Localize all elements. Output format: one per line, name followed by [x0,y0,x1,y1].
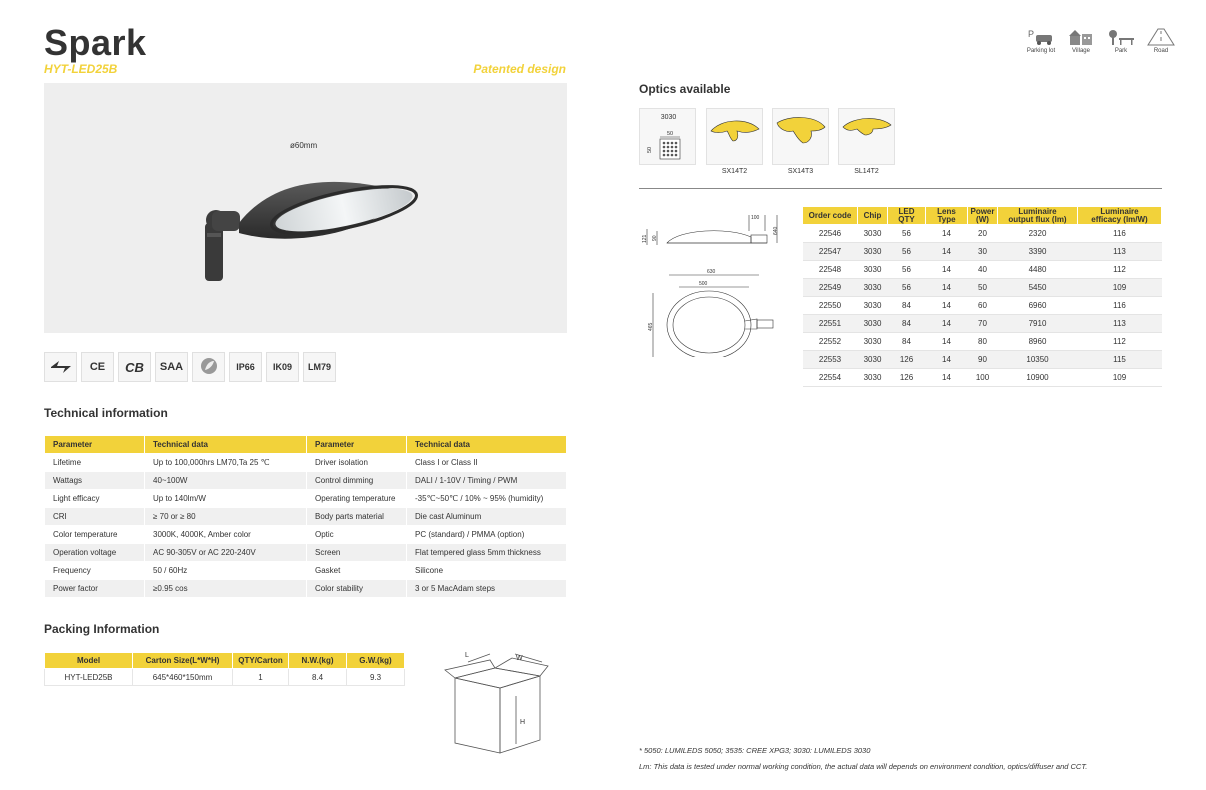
table-cell: Up to 140lm/W [145,490,307,508]
road-icon [1146,28,1176,46]
table-cell: Screen [307,544,407,562]
ip66-cert: IP66 [229,352,262,382]
table-cell: 116 [1078,297,1162,315]
application-parking: P Parking lot [1026,29,1056,54]
dim-label: 640 [773,226,779,235]
table-cell: Class I or Class II [407,454,567,472]
rohs-icon [192,352,225,382]
chip-label: 3030 [660,114,677,121]
table-cell: 3030 [858,225,888,243]
table-row [803,243,1162,261]
table-cell: 14 [926,297,968,315]
table-row [803,279,1162,297]
dimension-label: ø60mm [290,141,318,150]
table-cell: Optic [307,526,407,544]
column-header: Carton Size(L*W*H) [133,653,233,669]
table-row [45,454,567,472]
table-cell: DALI / 1-10V / Timing / PWM [407,472,567,490]
column-header: Chip [858,207,888,225]
application-icons [1024,28,1178,54]
table-cell: 14 [926,225,968,243]
table-cell: 8.4 [289,669,347,686]
table-cell: Color stability [307,580,407,598]
ce-cert: CE [81,352,114,382]
dim-label: 90 [652,235,658,241]
table-cell: 113 [1078,243,1162,261]
table-cell: 10900 [998,369,1078,387]
table-cell: Light efficacy [45,490,145,508]
table-cell: ≥ 70 or ≥ 80 [145,508,307,526]
table-cell: 3 or 5 MacAdam steps [407,580,567,598]
table-row [45,562,567,580]
dimension-drawing [639,207,789,357]
footnote: Lm: This data is tested under normal working condition, the actual data will depends on environment condition, optics/diffuser and CCT. [639,762,1088,771]
table-cell: Driver isolation [307,454,407,472]
parking-lot-icon [1026,28,1056,46]
dim-label: 500 [699,281,708,287]
table-cell: 22550 [803,297,858,315]
height-label: H [520,719,526,726]
table-cell: 14 [926,279,968,297]
dim-label: 630 [707,269,716,275]
column-header: Parameter [45,436,145,454]
product-title: Spark [44,22,147,63]
table-cell: 116 [1078,225,1162,243]
table-row [803,315,1162,333]
table-row [803,297,1162,315]
column-header: Luminaire efficacy (lm/W) [1078,207,1162,225]
table-row [45,508,567,526]
lens-sl14t2-icon [839,109,896,166]
table-cell: 100 [968,369,998,387]
table-cell: 22552 [803,333,858,351]
optic-lens-card [838,108,895,165]
table-cell: Die cast Aluminum [407,508,567,526]
table-cell: Flat tempered glass 5mm thickness [407,544,567,562]
table-cell: PC (standard) / PMMA (option) [407,526,567,544]
table-cell: Operation voltage [45,544,145,562]
lens-caption: SX14T2 [721,168,748,175]
table-cell: 56 [888,279,926,297]
table-row [803,351,1162,369]
table-cell: 90 [968,351,998,369]
footnote: * 5050: LUMILEDS 5050; 3535: CREE XPG3; 3030: LUMILEDS 3030 [639,746,871,755]
length-label: L [465,652,469,659]
table-cell: 6960 [998,297,1078,315]
table-row [45,580,567,598]
village-icon [1066,28,1096,46]
park-icon [1106,28,1136,46]
patented-tagline: Patented design [473,62,566,76]
dim-label: 465 [648,322,654,331]
table-cell: 3030 [858,315,888,333]
table-cell: 109 [1078,279,1162,297]
table-cell: 22549 [803,279,858,297]
table-cell: CRI [45,508,145,526]
table-cell: 14 [926,315,968,333]
table-cell: 84 [888,333,926,351]
table-cell: 50 / 60Hz [145,562,307,580]
column-header: Technical data [145,436,307,454]
table-cell: 7910 [998,315,1078,333]
section-divider [639,188,1162,189]
table-cell: 56 [888,261,926,279]
table-cell: 3030 [858,369,888,387]
table-cell: 22553 [803,351,858,369]
table-row [803,369,1162,387]
table-cell: 22551 [803,315,858,333]
table-cell: 22554 [803,369,858,387]
chip-width: 50 [666,131,674,137]
table-row [803,333,1162,351]
table-cell: 1 [233,669,289,686]
chip-height: 50 [647,146,653,153]
table-cell: 50 [968,279,998,297]
table-cell: 84 [888,315,926,333]
table-cell: 3030 [858,333,888,351]
table-cell: 3030 [858,297,888,315]
street-light-illustration [44,83,567,333]
table-row [45,669,405,686]
application-road: Road [1144,28,1178,54]
table-cell: 112 [1078,261,1162,279]
table-row [45,472,567,490]
table-cell: 3390 [998,243,1078,261]
column-header: Lens Type [926,207,968,225]
column-header: Model [45,653,133,669]
order-table [802,206,1162,387]
column-header: N.W.(kg) [289,653,347,669]
dim-label: 121 [642,234,648,243]
table-cell: 2320 [998,225,1078,243]
table-cell: 3030 [858,261,888,279]
svg-text:P: P [1028,29,1035,39]
table-cell: 109 [1078,369,1162,387]
table-cell: 112 [1078,333,1162,351]
model-code: HYT-LED25B [44,62,118,76]
optic-lens-card [772,108,829,165]
lens-sx14t3-icon [773,109,830,166]
table-cell: 20 [968,225,998,243]
table-cell: 3030 [858,351,888,369]
product-image [44,83,567,333]
table-cell: Operating temperature [307,490,407,508]
table-row [45,526,567,544]
table-cell: Frequency [45,562,145,580]
compliance-mark-icon [44,352,77,382]
packing-heading: Packing Information [44,622,160,636]
table-cell: 14 [926,333,968,351]
table-cell: 14 [926,369,968,387]
table-cell: 22547 [803,243,858,261]
table-cell: 645*460*150mm [133,669,233,686]
table-cell: 14 [926,243,968,261]
table-cell: Body parts material [307,508,407,526]
lens-sx14t2-icon [707,109,764,166]
cb-cert: CB [118,352,151,382]
column-header: Luminaire output flux (lm) [998,207,1078,225]
certifications-row [44,352,336,382]
column-header: Order code [803,207,858,225]
table-cell: -35℃~50℃ / 10% ~ 95% (humidity) [407,490,567,508]
table-cell: 3030 [858,243,888,261]
table-cell: 60 [968,297,998,315]
table-cell: Control dimming [307,472,407,490]
technical-header-row [45,436,567,454]
table-cell: 14 [926,261,968,279]
lm79-cert: LM79 [303,352,336,382]
table-cell: 22548 [803,261,858,279]
table-cell: 80 [968,333,998,351]
dim-label: 100 [751,215,760,221]
width-label: W [516,655,523,662]
column-header: Technical data [407,436,567,454]
application-park: Park [1104,28,1138,54]
application-village: Village [1064,28,1098,54]
table-cell: Lifetime [45,454,145,472]
lens-caption: SL14T2 [854,168,879,175]
packing-header-row [45,653,405,669]
table-cell: Power factor [45,580,145,598]
order-header-row [803,207,1162,225]
table-cell: 14 [926,351,968,369]
optics-heading: Optics available [639,82,731,96]
table-cell: 3000K, 4000K, Amber color [145,526,307,544]
table-cell: 84 [888,297,926,315]
carton-box-drawing [440,648,550,758]
table-cell: 70 [968,315,998,333]
table-cell: Wattags [45,472,145,490]
table-cell: ≥0.95 cos [145,580,307,598]
table-cell: 56 [888,225,926,243]
table-cell: 126 [888,369,926,387]
column-header: G.W.(kg) [347,653,405,669]
table-cell: 56 [888,243,926,261]
table-cell: 30 [968,243,998,261]
table-row [45,544,567,562]
table-cell: Color temperature [45,526,145,544]
table-cell: 115 [1078,351,1162,369]
packing-table [44,652,405,686]
table-cell: Silicone [407,562,567,580]
table-cell: 8960 [998,333,1078,351]
optic-lens-card [706,108,763,165]
led-chip-icon [640,109,697,166]
table-cell: 4480 [998,261,1078,279]
table-cell: 113 [1078,315,1162,333]
lens-caption: SX14T3 [787,168,814,175]
table-cell: 5450 [998,279,1078,297]
column-header: QTY/Carton [233,653,289,669]
table-row [803,225,1162,243]
table-row [45,490,567,508]
column-header: Power (W) [968,207,998,225]
table-row [803,261,1162,279]
optic-chip-card [639,108,696,165]
saa-cert: SAA [155,352,188,382]
table-cell: HYT-LED25B [45,669,133,686]
table-cell: Up to 100,000hrs LM70,Ta 25 ℃ [145,454,307,472]
table-cell: 10350 [998,351,1078,369]
table-cell: 40~100W [145,472,307,490]
table-cell: Gasket [307,562,407,580]
table-cell: AC 90-305V or AC 220-240V [145,544,307,562]
column-header: LED QTY [888,207,926,225]
table-cell: 40 [968,261,998,279]
ik09-cert: IK09 [266,352,299,382]
table-cell: 22546 [803,225,858,243]
technical-table [44,435,567,598]
technical-heading: Technical information [44,406,168,420]
column-header: Parameter [307,436,407,454]
table-cell: 9.3 [347,669,405,686]
table-cell: 3030 [858,279,888,297]
table-cell: 126 [888,351,926,369]
